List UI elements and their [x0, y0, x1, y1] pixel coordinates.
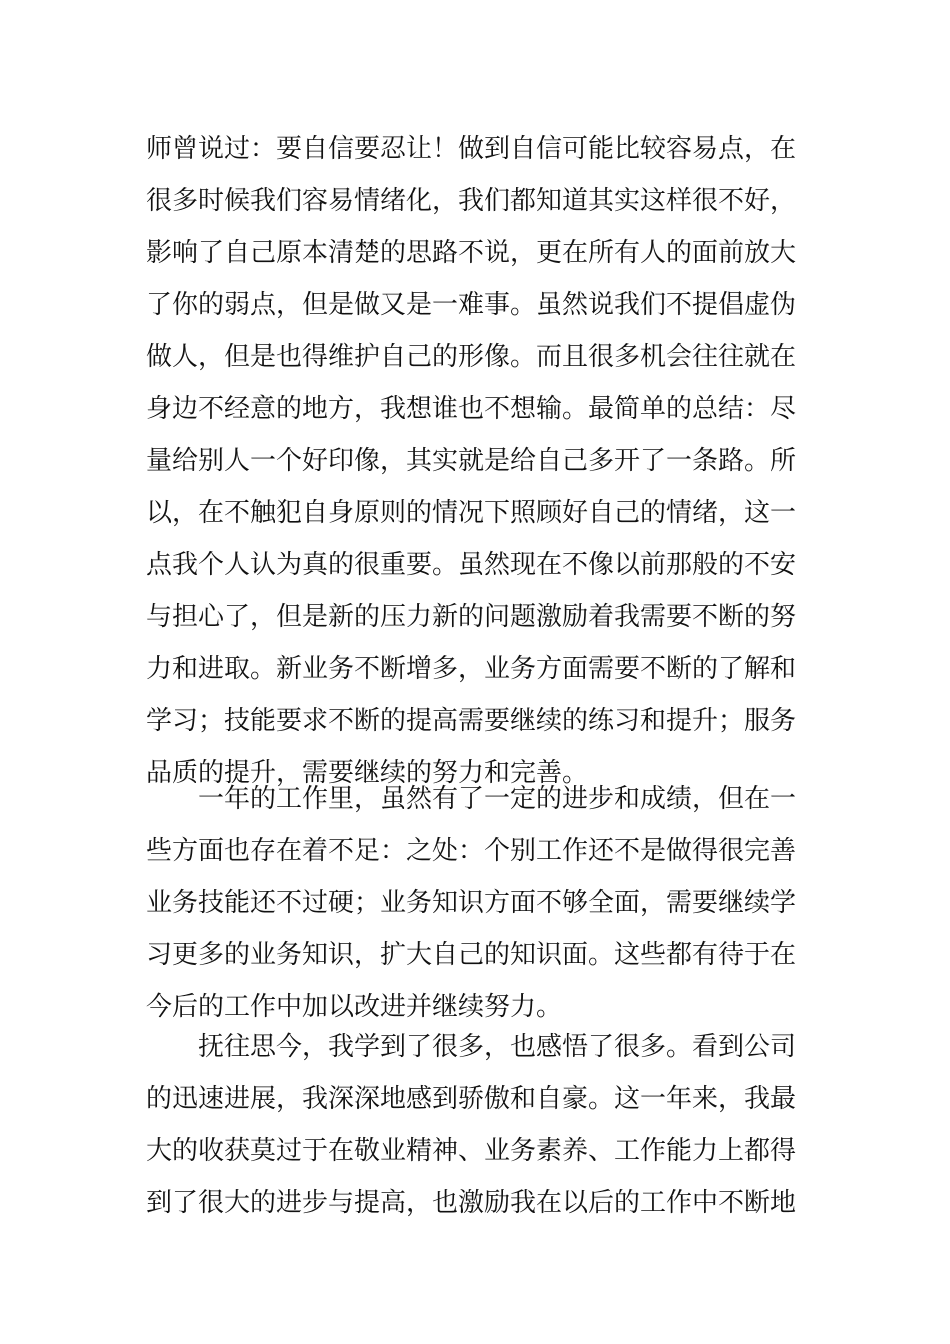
text-line: 力和进取。新业务不断增多，业务方面需要不断的了解和	[146, 654, 797, 684]
text-line: 一年的工作里，虽然有了一定的进步和成绩，但在一	[198, 784, 797, 814]
text-line: 影响了自己原本清楚的思路不说，更在所有人的面前放大	[146, 238, 797, 268]
text-line: 些方面也存在着不足：之处：个别工作还不是做得很完善	[146, 836, 797, 866]
text-line: 抚往思今，我学到了很多，也感悟了很多。看到公司	[198, 1032, 797, 1062]
text-line: 点我个人认为真的很重要。虽然现在不像以前那般的不安	[146, 550, 797, 580]
paragraph-2	[146, 773, 810, 1033]
text-line: 大的收获莫过于在敬业精神、业务素养、工作能力上都得	[146, 1136, 797, 1166]
text-line: 很多时候我们容易情绪化，我们都知道其实这样很不好，	[146, 186, 797, 216]
text-line: 身边不经意的地方，我想谁也不想输。最简单的总结：尽	[146, 394, 797, 424]
text-line: 量给别人一个好印像，其实就是给自己多开了一条路。所	[146, 446, 797, 476]
text-line: 以，在不触犯自身原则的情况下照顾好自己的情绪，这一	[146, 498, 797, 528]
text-line: 学习；技能要求不断的提高需要继续的练习和提升；服务	[146, 706, 797, 736]
text-line: 业务技能还不过硬；业务知识方面不够全面，需要继续学	[146, 888, 797, 918]
text-line: 了你的弱点，但是做又是一难事。虽然说我们不提倡虚伪	[146, 290, 797, 320]
text-line: 习更多的业务知识，扩大自己的知识面。这些都有待于在	[146, 940, 797, 970]
text-line: 品质的提升，需要继续的努力和完善。	[146, 758, 589, 788]
text-line: 与担心了，但是新的压力新的问题激励着我需要不断的努	[146, 602, 797, 632]
text-line: 师曾说过：要自信要忍让！做到自信可能比较容易点，在	[146, 134, 797, 164]
text-line: 今后的工作中加以改进并继续努力。	[146, 992, 563, 1022]
paragraph-3	[146, 1021, 810, 1229]
paragraph-1	[146, 123, 810, 799]
text-line: 到了很大的进步与提高，也激励我在以后的工作中不断地	[146, 1188, 797, 1218]
text-line: 做人，但是也得维护自己的形像。而且很多机会往往就在	[146, 342, 797, 372]
text-line: 的迅速进展，我深深地感到骄傲和自豪。这一年来，我最	[146, 1084, 797, 1114]
